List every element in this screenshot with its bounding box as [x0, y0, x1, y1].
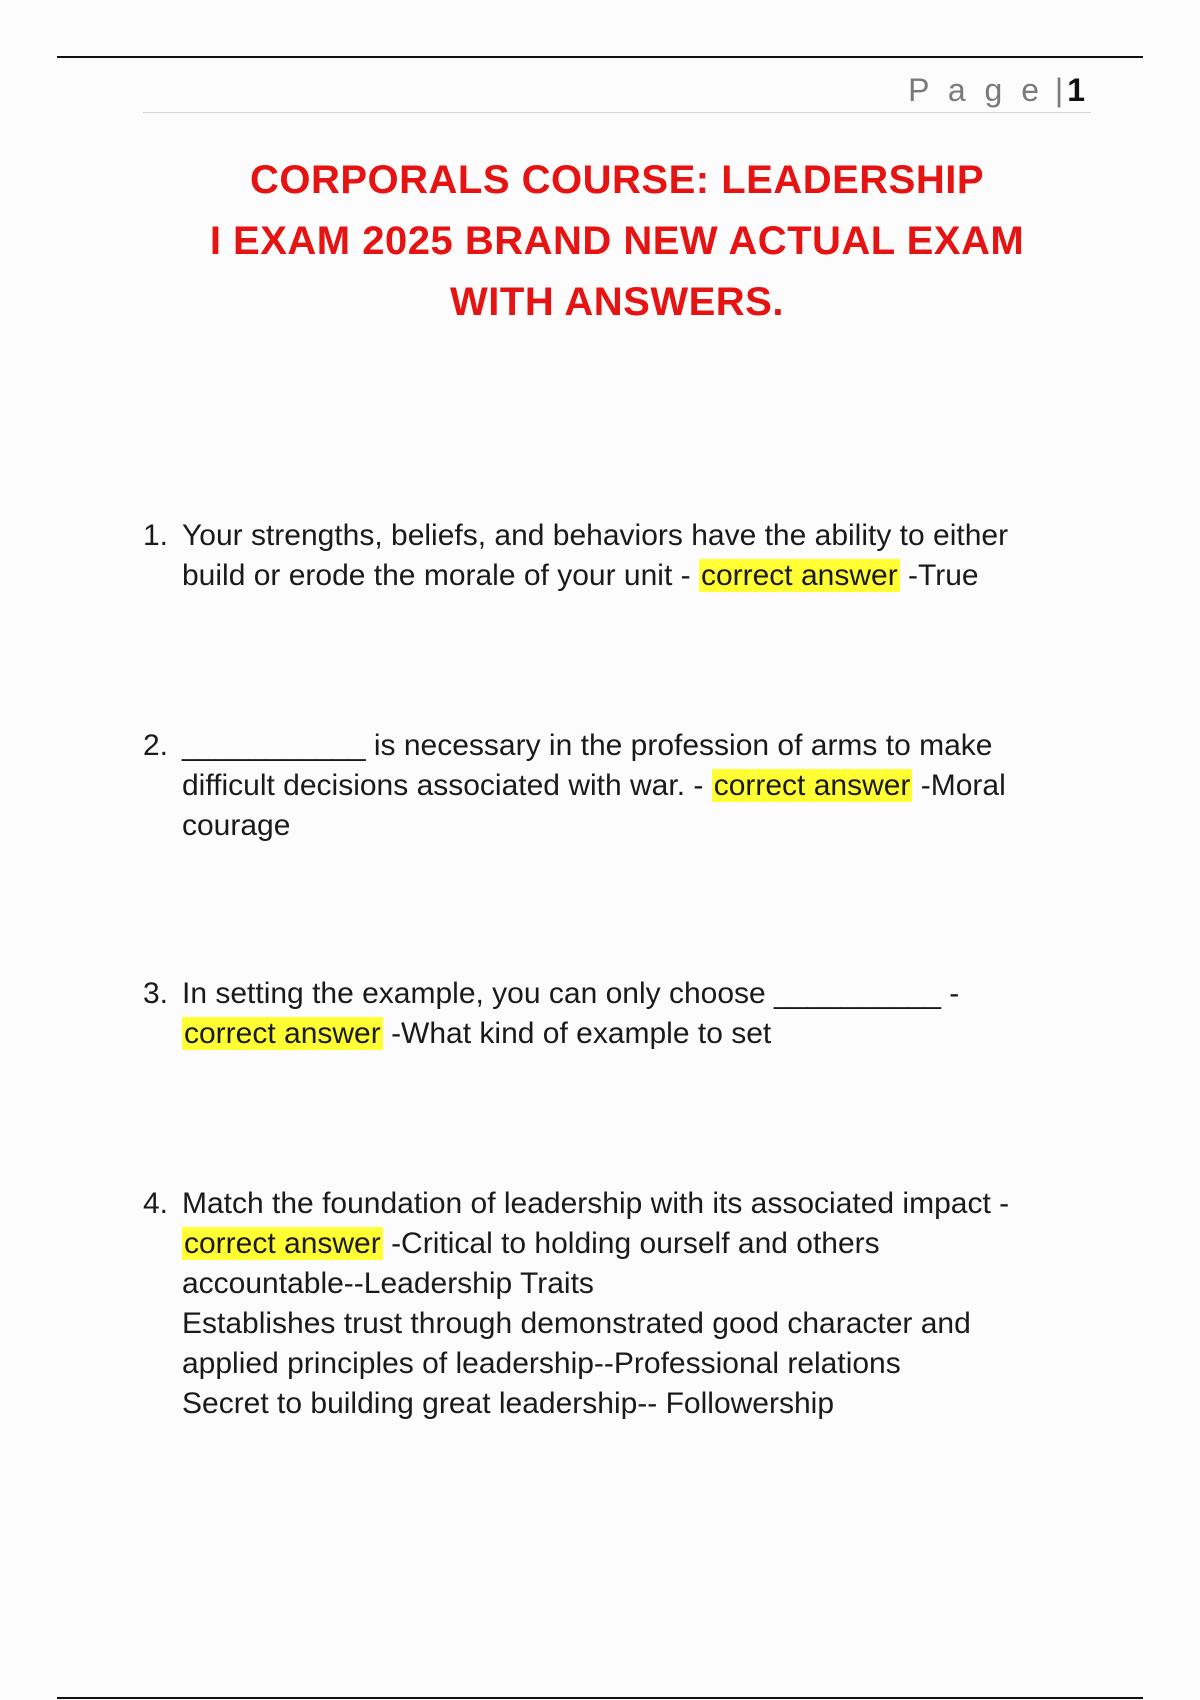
question-text [182, 1184, 1103, 1424]
bottom-rule [57, 1697, 1143, 1699]
title-line-1: CORPORALS COURSE: LEADERSHIP [249, 158, 985, 202]
page-word: P a g e [908, 72, 1044, 108]
question-item [143, 726, 1103, 846]
answer-text: -True [899, 559, 979, 592]
answer-continuation: applied principles of leadership--Professional relations [182, 1347, 901, 1380]
answer-continuation: courage [182, 809, 291, 842]
answer-text: -What kind of example to set [382, 1017, 772, 1050]
answer-continuation: Establishes trust through demonstrated good character and [182, 1307, 971, 1340]
correct-answer-highlight: correct answer [700, 559, 898, 592]
question-number: 2. [143, 729, 169, 762]
question-line-text: difficult decisions associated with war. - [182, 769, 712, 802]
correct-answer-highlight: correct answer [713, 769, 911, 802]
correct-answer-highlight: correct answer [184, 1017, 381, 1050]
question-answer-line [182, 1014, 1103, 1054]
page-number: 1 [1067, 72, 1085, 108]
title-line-3: WITH ANSWERS. [450, 280, 784, 324]
answer-text: -Moral [912, 769, 1006, 802]
question-item [143, 516, 1103, 596]
question-line: Match the foundation of leadership with its associated impact - [182, 1187, 1010, 1220]
question-text [182, 974, 1103, 1054]
question-line: In setting the example, you can only choose __________ - [182, 977, 960, 1010]
question-number: 3. [143, 977, 169, 1010]
question-answer-line [182, 1224, 1103, 1264]
question-item [143, 1184, 1103, 1424]
question-line: ___________ is necessary in the profession of arms to make [182, 729, 993, 762]
answer-continuation: Secret to building great leadership-- Followership [182, 1387, 835, 1420]
question-text [182, 516, 1103, 596]
question-number: 4. [143, 1187, 169, 1220]
page-number-label [908, 72, 1085, 108]
answer-continuation: accountable--Leadership Traits [182, 1267, 594, 1300]
question-answer-line [182, 556, 1103, 596]
question-line: Your strengths, beliefs, and behaviors have the ability to either [182, 519, 1009, 552]
title-line-2: I EXAM 2025 BRAND NEW ACTUAL EXAM [209, 219, 1025, 263]
answer-text: -Critical to holding ourself and others [382, 1227, 880, 1260]
question-item [143, 974, 1103, 1054]
question-text [182, 726, 1103, 846]
page-header [143, 70, 1091, 113]
question-line-text: build or erode the morale of your unit - [182, 559, 699, 592]
top-rule [57, 56, 1143, 58]
correct-answer-highlight: correct answer [184, 1227, 381, 1260]
page-separator: | [1054, 72, 1064, 108]
question-answer-line [182, 766, 1103, 806]
document-title [143, 150, 1091, 333]
question-number: 1. [143, 519, 169, 552]
